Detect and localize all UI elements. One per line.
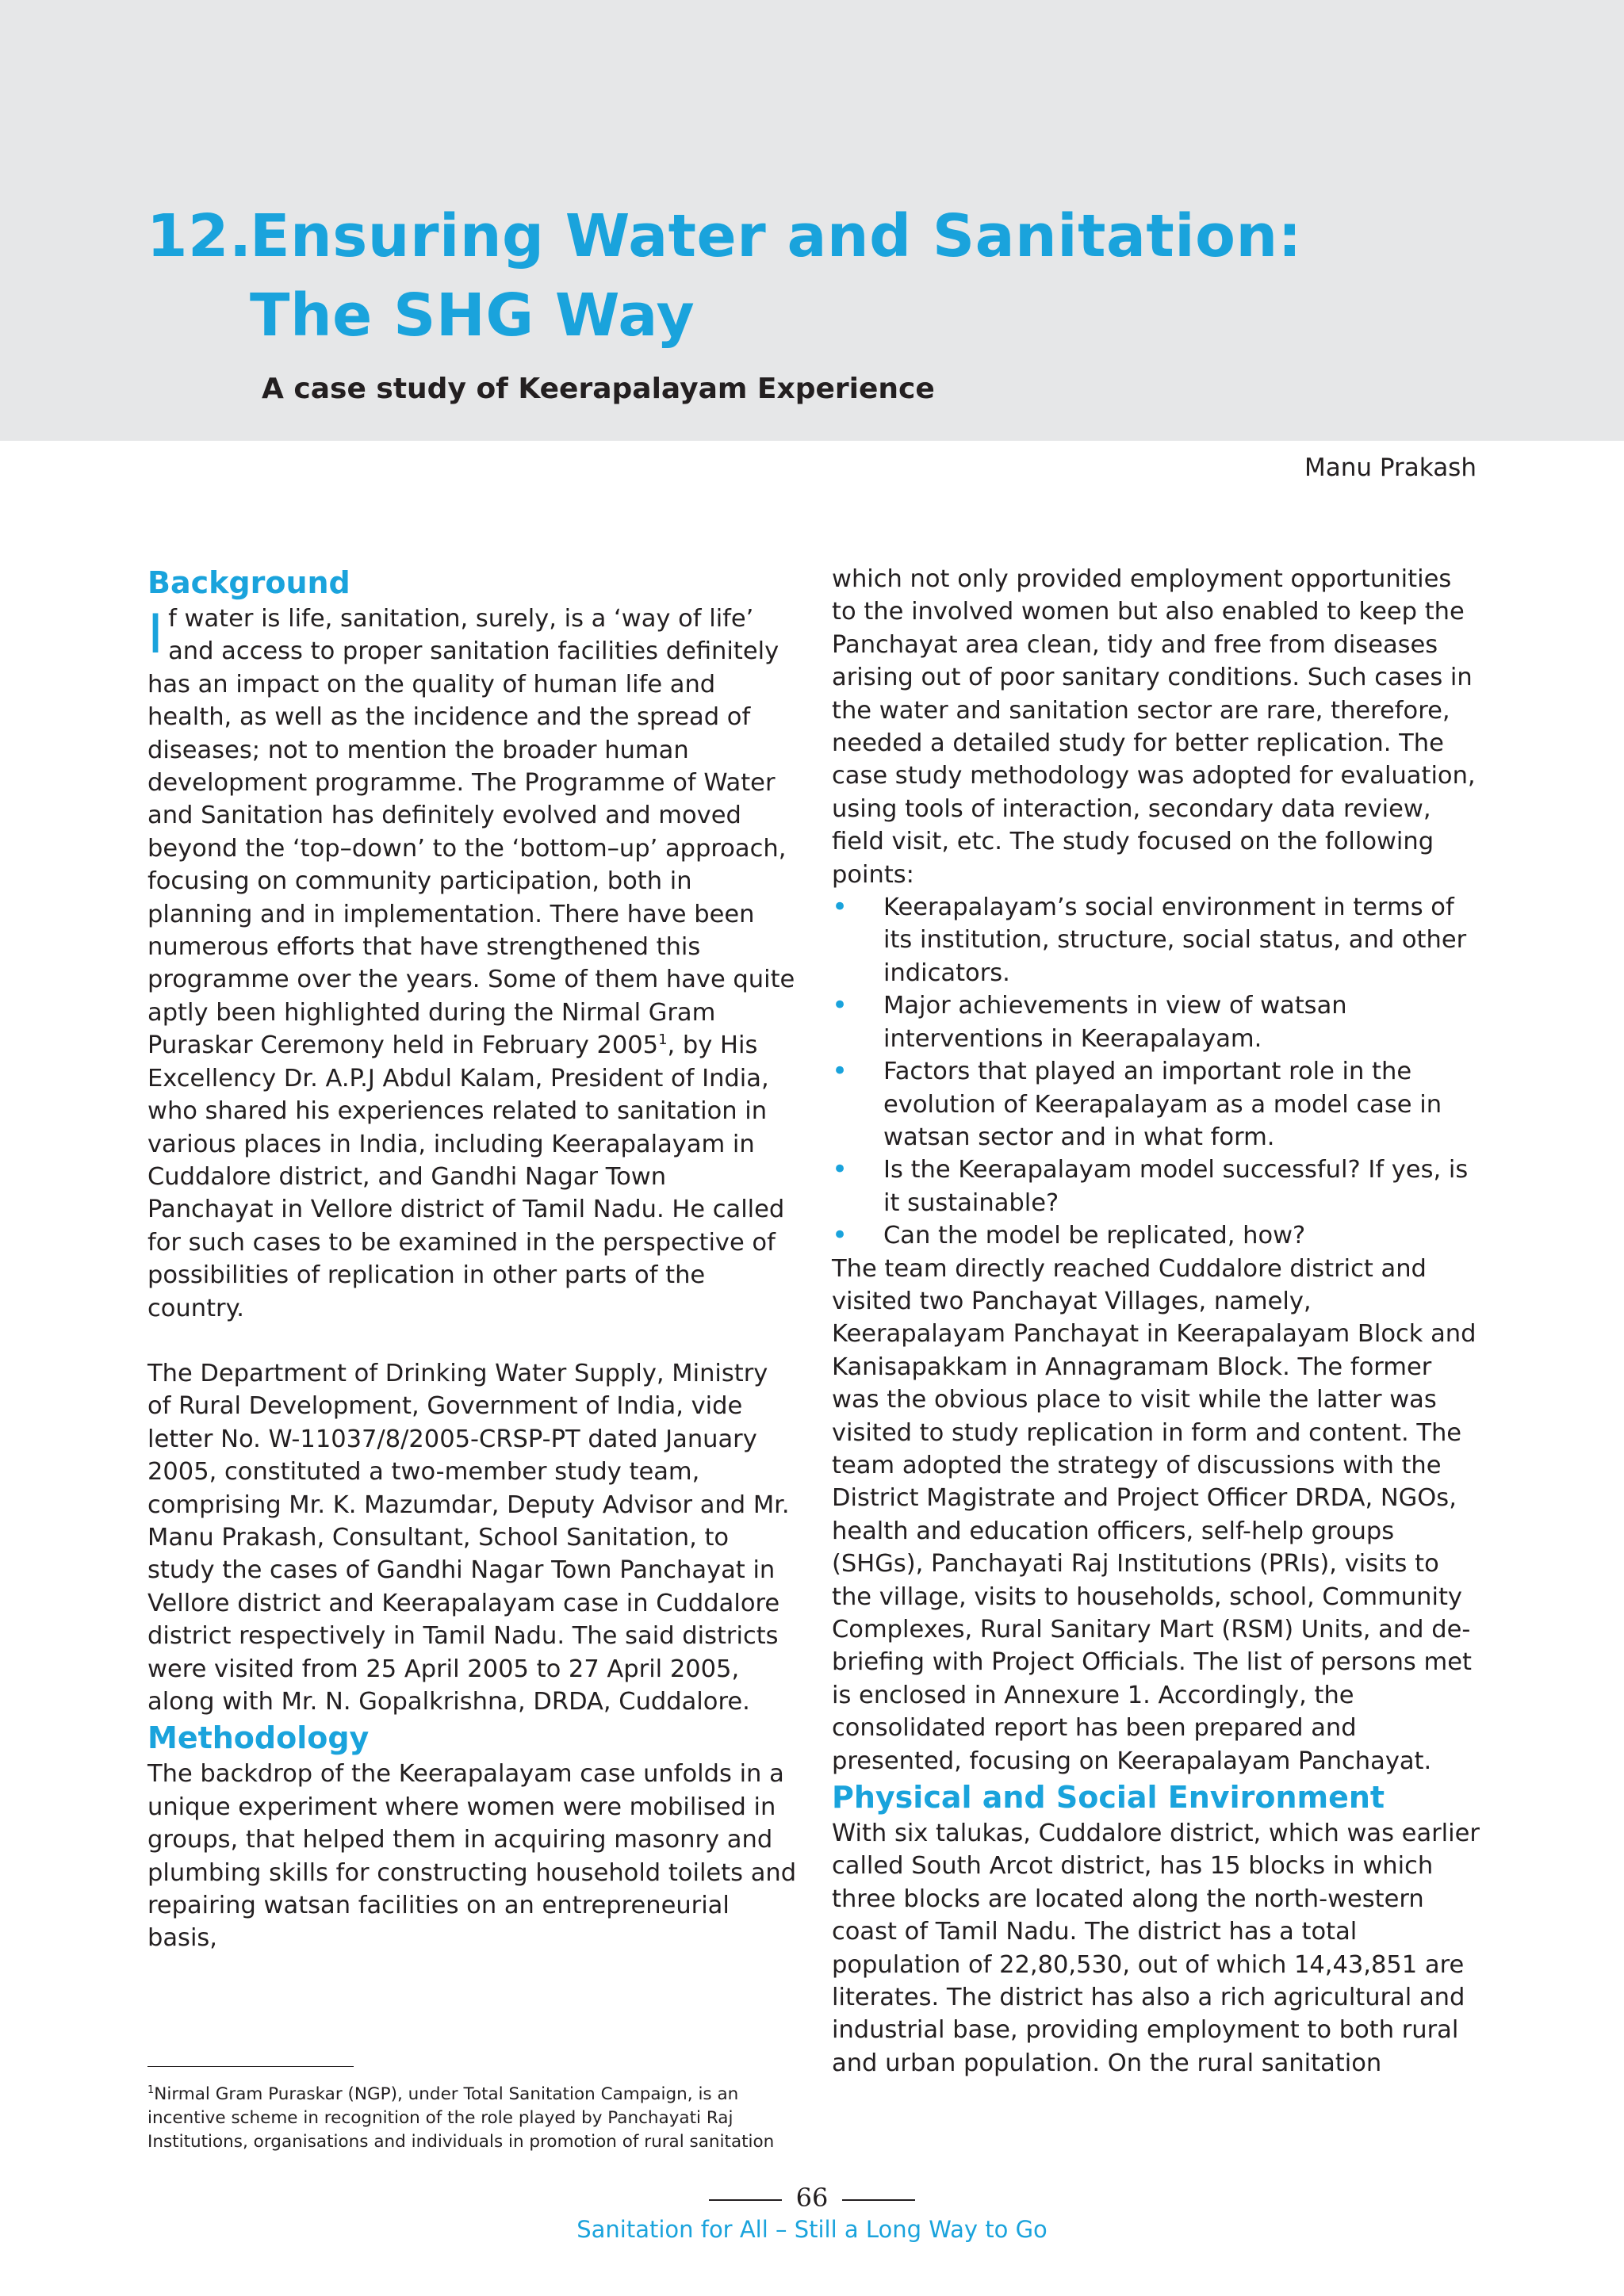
footnote-marker: 1 <box>147 2084 155 2096</box>
list-item: • Major achievements in view of watsan interventions in Keerapalayam. <box>832 989 1482 1055</box>
footnote-divider <box>147 2066 354 2067</box>
footnote-reference: 1 <box>658 1031 668 1049</box>
list-item: • Is the Keerapalayam model successful? If yes, is it sustainable? <box>832 1154 1482 1219</box>
chapter-number: 12. <box>147 202 252 270</box>
list-item: • Factors that played an important role in the evolution of Keerapalayam as a model case in watsan sector and in what form. <box>832 1055 1482 1154</box>
subtitle: A case study of Keerapalayam Experience <box>262 373 935 405</box>
page-number-rule-left <box>709 2199 782 2201</box>
bg-para1-text-b: , by His Excellency Dr. A.P.J Abdul Kalam, President of India, who shared his experiences related to sanitation in various places in India, including Keerapalayam in Cuddalore district, and Gandhi Nagar Town Panchayat in Vellore district of Tamil Nadu. He called for such cases to be examined in the perspective of possibilities of replication in other parts of the country. <box>147 1031 785 1322</box>
right-column <box>832 563 1482 2080</box>
methodology-paragraph-1: The backdrop of the Keerapalayam case unfolds in a unique experiment where women were mobilised in groups, that helped them in acquiring masonry and plumbing skills for constructing household toilets and repairing watsan facilities on an entrepreneurial basis, <box>147 1760 797 1953</box>
title-line-1: Ensuring Water and Sanitation: <box>250 202 1302 270</box>
methodology-heading: Methodology <box>147 1720 370 1756</box>
footnote <box>147 2079 806 2154</box>
chapter-title <box>147 197 1302 355</box>
bg-para1-text-a: f water is life, sanitation, surely, is a ‘way of life’ and access to proper sanitation facilities definitely has an impact on the quality of human life and health, as well as the incidence and the spread of diseases; not to mention the broader human development programme. The Programme of Water and Sanitation has definitely evolved and moved beyond the ‘top–down’ to the ‘bottom–up’ approach, focusing on community participation, both in planning and in implementation. There have been numerous efforts that have strengthened this programme over the years. Some of them have quite aptly been highlighted during the Nirmal Gram Puraskar Ceremony held in February 2005 <box>147 605 795 1060</box>
methodology-paragraph-1-continued: which not only provided employment opportunities to the involved women but also enabled to keep the Panchayat area clean, tidy and free from diseases arising out of poor sanitary conditions. Such cases in the water and sanitation sector are rare, therefore, needed a detailed study for better replication. The case study methodology was adopted for evaluation, using tools of interaction, secondary data review, field visit, etc. The study focused on the following points: <box>832 565 1476 889</box>
list-item: • Keerapalayam’s social environment in terms of its institution, structure, social status, and other indicators. <box>832 891 1482 989</box>
footnote-text: Nirmal Gram Puraskar (NGP), under Total Sanitation Campaign, is an incentive scheme in recognition of the role played by Panchayati Raj Institutions, organisations and individuals in promotion of rural sanitation <box>147 2084 775 2152</box>
methodology-paragraph-2: The team directly reached Cuddalore district and visited two Panchayat Villages, namely, Keerapalayam Panchayat in Keerapalayam Block and Kanisapakkam in Annagramam Block. The former was the obvious place to visit while the latter was visited to study replication in form and content. The team adopted the strategy of discussions with the District Magistrate and Project Officer DRDA, NGOs, health and education officers, self-help groups (SHGs), Panchayati Raj Institutions (PRIs), visits to the village, visits to households, school, Community Complexes, Rural Sanitary Mart (RSM) Units, and de-briefing with Project Officials. The list of persons met is enclosed in Annexure 1. Accordingly, the consolidated report has been prepared and presented, focusing on Keerapalayam Panchayat. <box>832 1254 1477 1775</box>
page-number-value: 66 <box>795 2183 829 2213</box>
running-footer: Sanitation for All – Still a Long Way to Go <box>576 2216 1048 2243</box>
background-paragraph-1 <box>147 603 798 1325</box>
study-points-list <box>832 891 1482 1252</box>
page-number <box>0 2182 1624 2214</box>
list-item: • Can the model be replicated, how? <box>832 1219 1482 1252</box>
page-number-rule-right <box>842 2199 915 2201</box>
drop-cap: I <box>147 603 164 666</box>
left-column <box>147 563 798 1955</box>
background-heading: Background <box>147 565 350 600</box>
title-line-2: The SHG Way <box>250 281 695 350</box>
background-paragraph-2: The Department of Drinking Water Supply, Ministry of Rural Development, Government of India, vide letter No. W-11037/8/2005-CRSP-PT dated January 2005, constituted a two-member study team, comprising Mr. K. Mazumdar, Deputy Advisor and Mr. Manu Prakash, Consultant, School Sanitation, to study the cases of Gandhi Nagar Town Panchayat in Vellore district and Keerapalayam case in Cuddalore district respectively in Tamil Nadu. The said districts were visited from 25 April 2005 to 27 April 2005, along with Mr. N. Gopalkrishna, DRDA, Cuddalore. <box>147 1359 790 1716</box>
physical-social-heading: Physical and Social Environment <box>832 1780 1385 1816</box>
author: Manu Prakash <box>1304 453 1477 482</box>
physical-paragraph-1: With six talukas, Cuddalore district, which was earlier called South Arcot district, has 15 blocks in which three blocks are located along the north-western coast of Tamil Nadu. The district has a total population of 22,80,530, out of which 14,43,851 are literates. The district has also a rich agricultural and industrial base, providing employment to both rural and urban population. On the rural sanitation <box>832 1820 1480 2077</box>
